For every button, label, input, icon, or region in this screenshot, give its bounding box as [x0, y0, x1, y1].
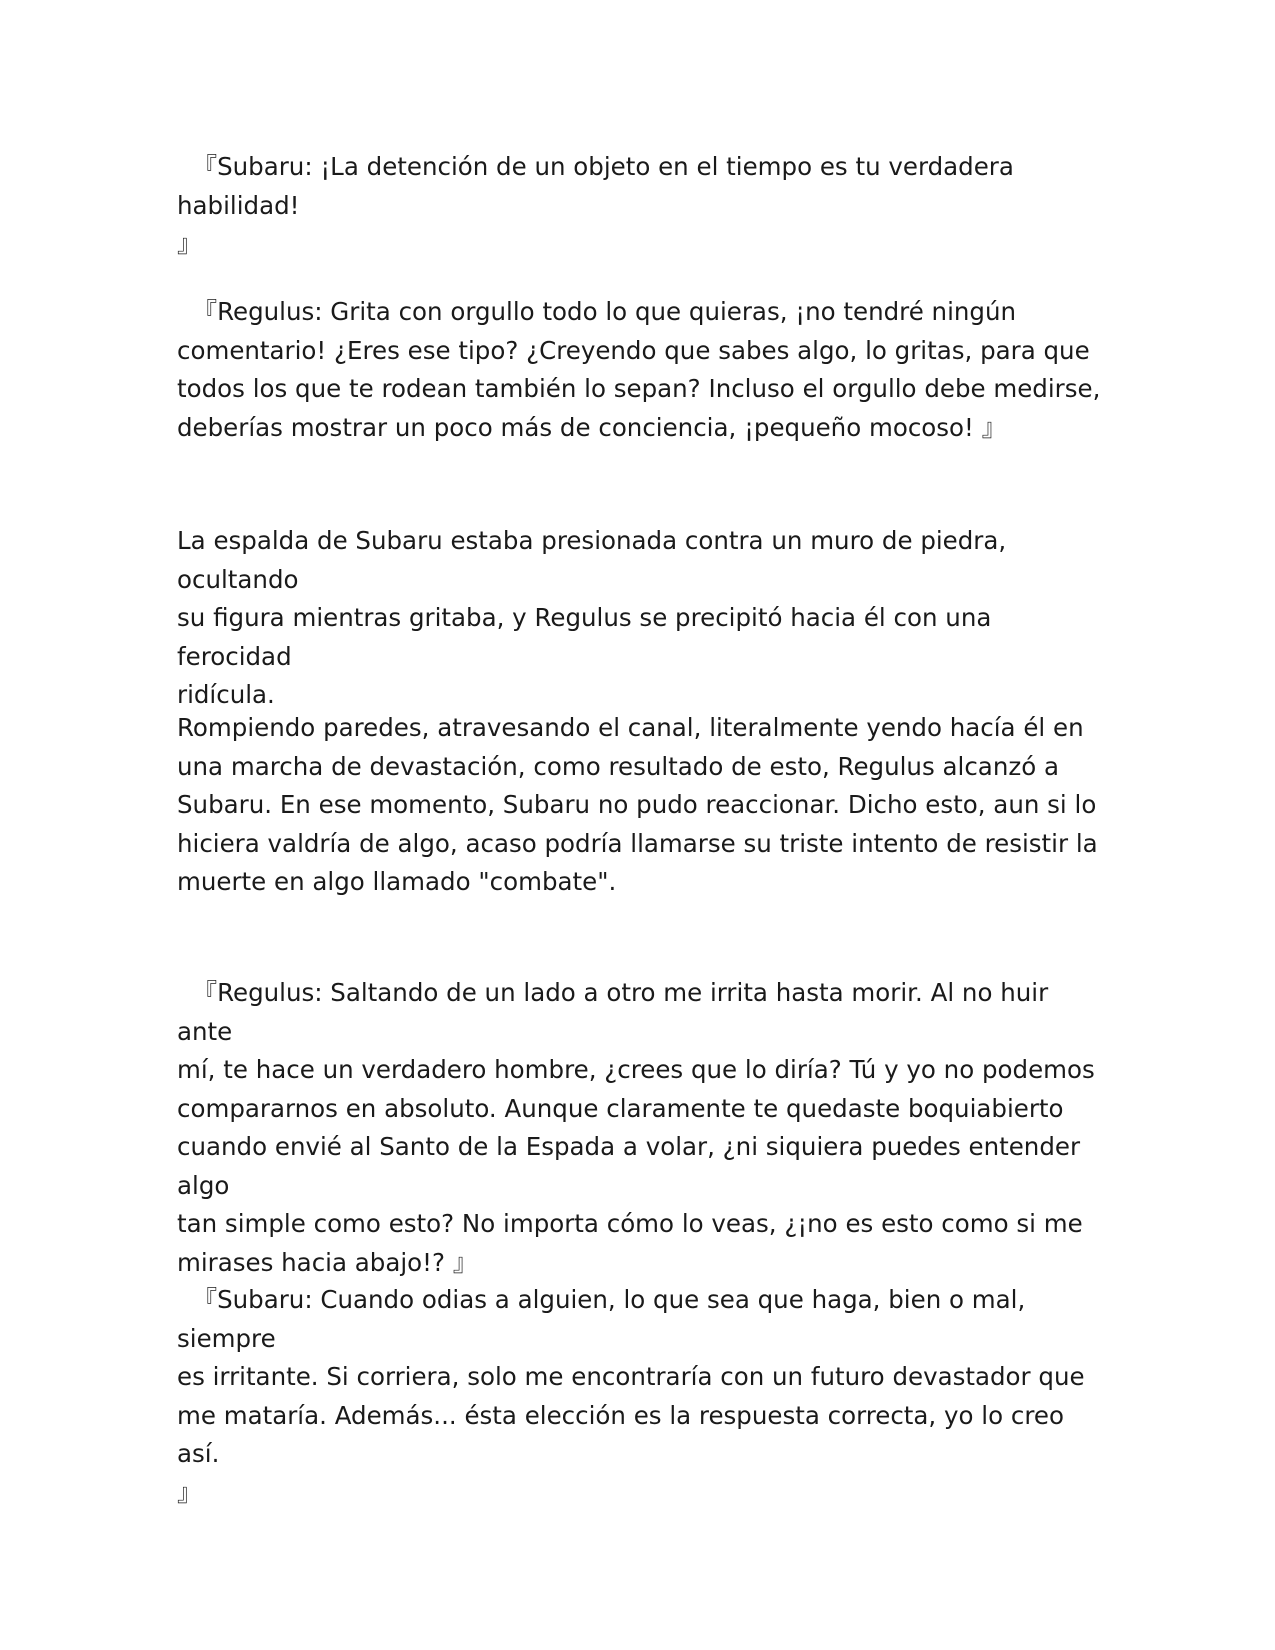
- dialogue-subaru-2: 『Subaru: Cuando odias a alguien, lo que sea que haga, bien o mal, siempre es irritante. Si corriera, solo me encontraría con un futuro devastador que me mataría. Además... ésta elección es la respuesta correcta, yo lo creo así. 』: [177, 1285, 1085, 1507]
- narration-paragraph-1: La espalda de Subaru estaba presionada contra un muro de piedra, ocultando su figura mientras gritaba, y Regulus se precipitó hacia él con una ferocidad ridícula.: [177, 526, 1007, 709]
- dialogue-regulus-2: 『Regulus: Saltando de un lado a otro me irrita hasta morir. Al no huir ante mí, te hace un verdadero hombre, ¿crees que lo diría? Tú y yo no podemos compararnos en absoluto. Aunque claramente te quedaste boquiabierto cuando envié al Santo de la Espada a volar, ¿ni siquiera puedes entender algo tan simple como esto? No importa cómo lo veas, ¿¡no es esto como si me mirases hacia abajo!? 』: [177, 978, 1095, 1277]
- dialogue-regulus-1: 『Regulus: Grita con orgullo todo lo que quieras, ¡no tendré ningún comentario! ¿Eres ese tipo? ¿Creyendo que sabes algo, lo gritas, para que todos los que te rodean también lo sepan? Incluso el orgullo debe medirse, deberías mostrar un poco más de conciencia, ¡pequeño mocoso! 』: [177, 297, 1101, 442]
- dialogue-subaru-1: 『Subaru: ¡La detención de un objeto en el tiempo es tu verdadera habilidad! 』: [177, 152, 1014, 258]
- narration-paragraph-2: Rompiendo paredes, atravesando el canal, literalmente yendo hacía él en una marcha de devastación, como resultado de esto, Regulus alcanzó a Subaru. En ese momento, Subaru no pudo reaccionar. Dicho esto, aun si lo hiciera valdría de algo, acaso podría llamarse su triste intento de resistir la muerte en algo llamado "combate".: [177, 713, 1098, 896]
